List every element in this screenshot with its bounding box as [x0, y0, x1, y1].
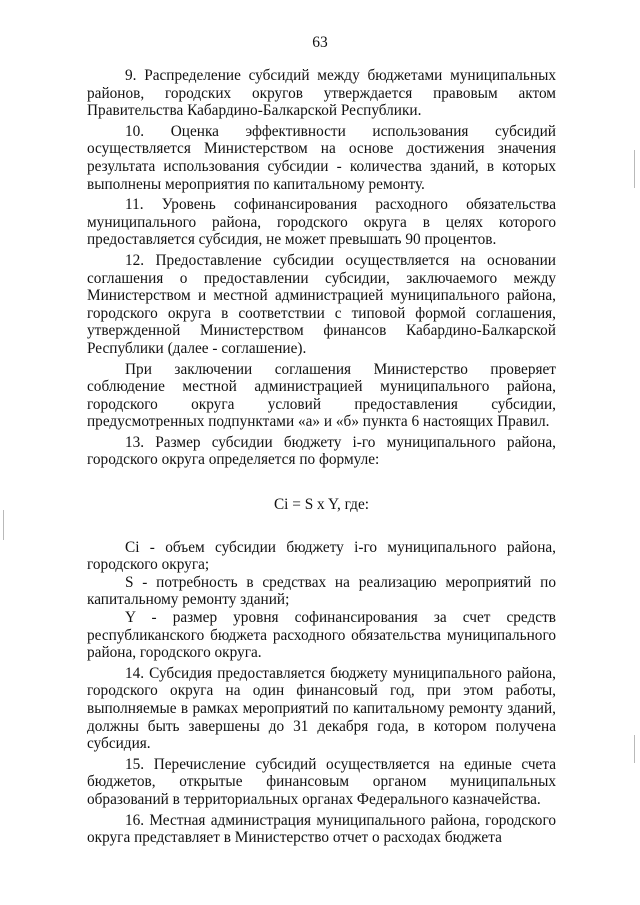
subsidy-formula: Ci = S x Y, где: [273, 496, 370, 514]
paragraph-11: 11. Уровень софинансирования расходного обязательства муниципального района, городского округа в целях которого предоставляется субсидия, не может превышать 90 процентов. [87, 196, 556, 249]
paragraph-13: 13. Размер субсидии бюджету i-го муниципального района, городского округа определяется по формуле: [87, 433, 556, 469]
paragraph-agreement-check: При заключении соглашения Министерство проверяет соблюдение местной администрацией муниципального района, городского округа условий предоставления субсидии, предусмотренных подпунктами «а» и «б» пункта 6 настоящих Правил. [87, 360, 556, 431]
paragraph-16: 16. Местная администрация муниципального района, городского округа представляет в Министерство отчет о расходах бюджета [87, 811, 556, 847]
document-body [87, 67, 556, 847]
scan-margin-mark [634, 735, 635, 763]
page-number: 63 [312, 34, 328, 51]
paragraph-12: 12. Предоставление субсидии осуществляется на основании соглашения о предоставлении субсидии, заключаемого между Министерством и местной администрацией муниципального района, городского округа в соответствии с типовой формой соглашения, утвержденной Министерством финансов Кабардино-Балкарской Республики (далее - соглашение). [87, 251, 556, 357]
paragraph-14: 14. Субсидия предоставляется бюджету муниципального района, городского округа на один финансовый год, при этом работы, выполняемые в рамках мероприятий по капитальному ремонту зданий, должны быть завершены до 31 декабря года, в котором получена субсидия. [87, 664, 556, 753]
definition-s: S - потребность в средствах на реализацию мероприятий по капитальному ремонту зданий; [87, 573, 556, 609]
paragraph-15: 15. Перечисление субсидий осуществляется на единые счета бюджетов, открытые финансовым органом муниципальных образований в территориальных органах Федерального казначейства. [87, 755, 556, 808]
paragraph-9: 9. Распределение субсидий между бюджетами муниципальных районов, городских округов утверждается правовым актом Правительства Кабардино-Балкарской Республики. [87, 67, 556, 120]
paragraph-10: 10. Оценка эффективности использования субсидий осуществляется Министерством на основе достижения значения результата использования субсидии - количества зданий, в которых выполнены мероприятия по капитальному ремонту. [87, 122, 556, 193]
scan-margin-mark [634, 150, 635, 188]
scan-margin-mark [3, 510, 4, 540]
definition-y: Y - размер уровня софинансирования за счет средств республиканского бюджета расходного обязательства муниципального района, городского округа. [87, 609, 556, 662]
definition-ci: Ci - объем субсидии бюджету i-го муниципального района, городского округа; [87, 538, 556, 574]
